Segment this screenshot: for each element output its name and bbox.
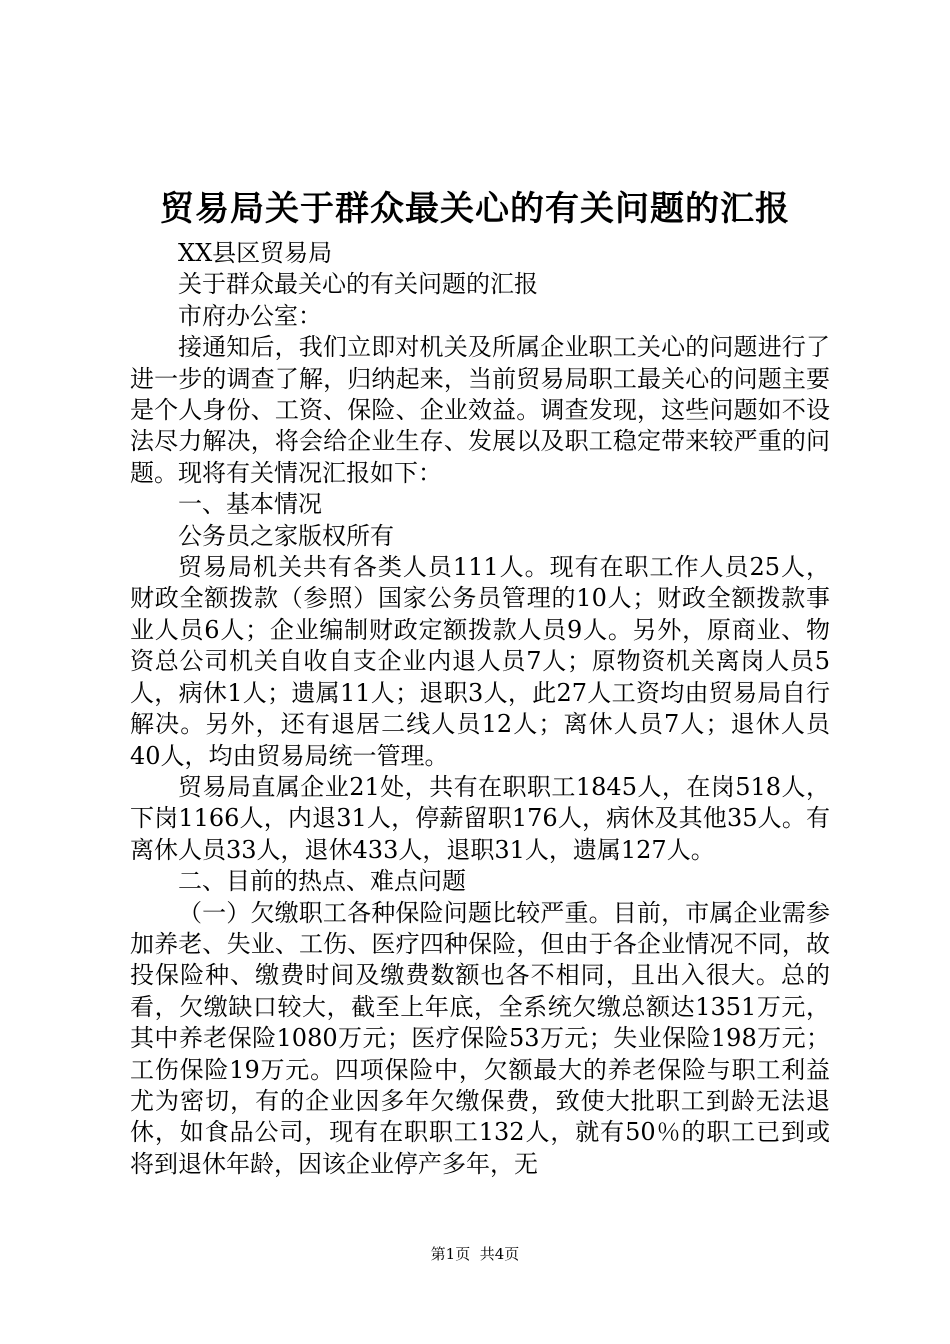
paragraph-org: XX县区贸易局 xyxy=(178,239,333,267)
paragraph-insurance: （一）欠缴职工各种保险问题比较严重。目前，市属企业需参加养老、失业、工伤、医疗四种保险，但由于各企业情况不同，故投保险种、缴费时间及缴费数额也各不相同，且出入很大。总的看，欠缴缺口较大，截至上年底，全系统欠缴总额达1351万元，其中养老保险1080万元；医疗保险53万元；失业保险198万元；工伤保险19万元。四项保险中，欠额最大的养老保险与职工利益尤为密切，有的企业因多年欠缴保费，致使大批职工到龄无法退休，如食品公司，现有在职职工132人，就有50％的职工已到或将到退休年龄，因该企业停产多年，无 xyxy=(130,898,830,1178)
document-body xyxy=(130,238,830,1180)
footer-spacer xyxy=(470,1245,480,1263)
page-total: 共4页 xyxy=(479,1245,520,1263)
paragraph-copyright: 公务员之家版权所有 xyxy=(178,521,394,550)
document-title: 贸易局关于群众最关心的有关问题的汇报 xyxy=(160,189,790,229)
page-footer xyxy=(0,1244,950,1264)
paragraph-enterprises: 贸易局直属企业21处，共有在职职工1845人，在岗518人，下岗1166人，内退31人，停薪留职176人，病休及其他35人。有离休人员33人，退休433人，退职31人，遗属127人。 xyxy=(130,772,830,864)
section-heading-basic: 一、基本情况 xyxy=(178,490,322,519)
page-number: 第1页 xyxy=(430,1245,471,1263)
section-heading-issues: 二、目前的热点、难点问题 xyxy=(178,867,466,896)
paragraph-subject: 关于群众最关心的有关问题的汇报 xyxy=(178,270,538,299)
paragraph-intro: 接通知后，我们立即对机关及所属企业职工关心的问题进行了进一步的调查了解，归纳起来，当前贸易局职工最关心的问题主要是个人身份、工资、保险、企业效益。调查发现，这些问题如不设法尽力解决，将会给企业生存、发展以及职工稳定带来较严重的问题。现将有关情况汇报如下： xyxy=(130,333,830,487)
paragraph-recipient: 市府办公室： xyxy=(178,301,322,330)
paragraph-bureau-staff: 贸易局机关共有各类人员111人。现有在职工作人员25人，财政全额拨款（参照）国家公务员管理的10人；财政全额拨款事业人员6人；企业编制财政定额拨款人员9人。另外，原商业、物资总公司机关自收自支企业内退人员7人；原物资机关离岗人员5人，病休1人；遗属11人；退职3人，此27人工资均由贸易局自行解决。另外，还有退居二线人员12人；离休人员7人；退休人员40人，均由贸易局统一管理。 xyxy=(130,553,830,770)
